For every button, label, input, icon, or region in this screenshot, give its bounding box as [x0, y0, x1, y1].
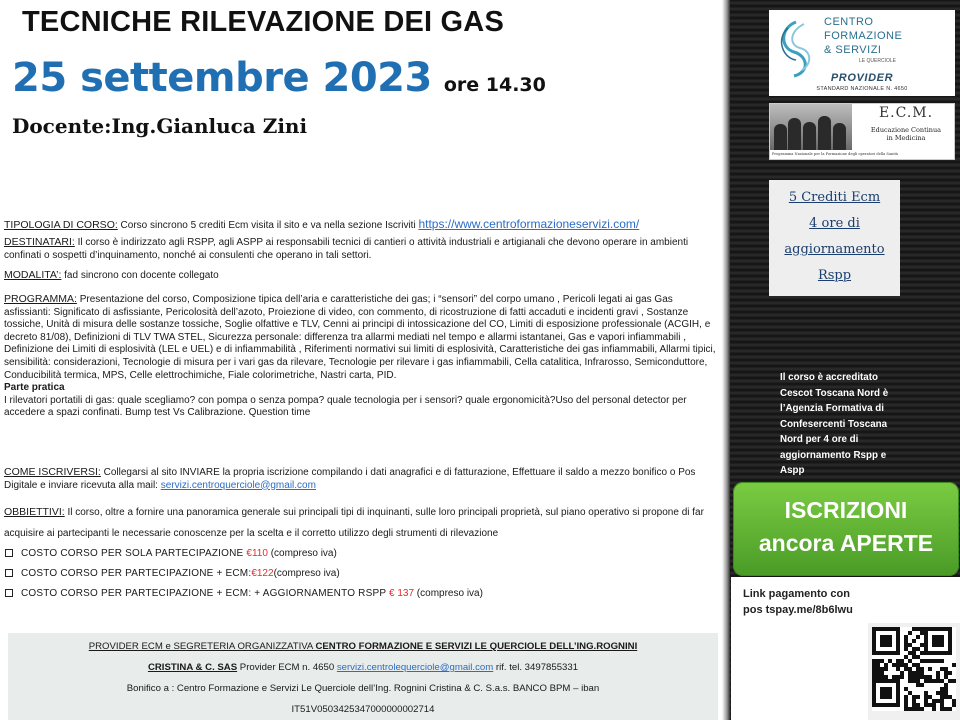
ecm-photo [770, 104, 852, 150]
parte-pratica-label: Parte pratica [4, 382, 65, 394]
cfs-logo: CENTRO FORMAZIONE & SERVIZI LE QUERCIOLE PROVIDER STANDARD NAZIONALE N. 4650 [769, 10, 955, 96]
checkbox-icon [5, 549, 13, 557]
cost-item: COSTO CORSO PER SOLA PARTECIPAZIONE €110 (compreso iva) [4, 544, 704, 564]
programma-section [4, 293, 722, 420]
ecm-logo: E.C.M. Educazione Continua in Medicina Programma Nazionale per la Formazione degli operatori della Sanità [769, 103, 955, 160]
programma-text: Presentazione del corso, Composizione tipica dell’aria e caratteristiche dei gas; i “sensori” del corpo umano , Pericoli legati ai gas Gas asfissianti: Significato di asfissiante, Pericolosità dell’azoto, Proiezione di video, con commento, di ricostruzione di fatti accaduti e incidenti gravi , Sostanze tossiche, Unità di misura delle sostanze tossiche, Soglie olfattive e TLV, Cenni ai principi di intossicazione del CO, Limiti di esposizione professionale (ACGIH, e decreto 81/08), Definizioni di TLV TWA STEL, Sicurezza personale: differenza tra allarmi mediati nel tempo e allarmi istantanei, Gas e vapori infiammabili , Definizione dei Limiti di esplosività (LEL e UEL) e di infiammabilità , Riferimenti normativi sui limiti di esplosività, Caratteristiche dei gas infiammabili, Allarmi tipici, sensibilità: considerazioni, Tecnologie di misura per i vari gas da rilevare, Tecnologie per rilevare i gas infiammabili, Cella catalitica, Infrarosso, Semiconduttore, Conducibilità termica, MPS, Celle elettrochimiche, Fiale colorimetriche, Nastri carta, PID. [4, 294, 716, 381]
page-title: TECNICHE RILEVAZIONE DEI GAS [22, 6, 504, 38]
modalita-text: fad sincrono con docente collegato [61, 270, 219, 281]
iban: IT51V0503425347000000002714 [291, 704, 435, 715]
destinatari-label: DESTINATARI: [4, 236, 75, 248]
destinatari-text: Il corso è indirizzato agli RSPP, agli ASPP ai responsabili tecnici di cantieri o attività industriali e artigianali che devono operare in ambienti confinati o sospetti d’inquinamento, nonché ai consulenti che operano in tali settori. [4, 237, 689, 261]
tipologia-section [4, 218, 722, 233]
cost-item: COSTO CORSO PER PARTECIPAZIONE + ECM:€122(compreso iva) [4, 564, 704, 584]
tipologia-text: Corso sincrono 5 crediti Ecm visita il sito e va nella sezione Iscriviti [117, 220, 419, 231]
qr-code-icon[interactable] [868, 623, 960, 720]
iscrizione-email-link[interactable]: servizi.centroquerciole@gmail.com [160, 479, 316, 491]
programma-label: PROGRAMMA: [4, 293, 77, 305]
panel-edge [722, 0, 730, 720]
event-time: ore 14.30 [443, 74, 546, 96]
event-date: 25 settembre 2023 [12, 55, 432, 101]
checkbox-icon [5, 589, 13, 597]
obiettivi-label: OBBIETTIVI: [4, 506, 65, 518]
cost-list [4, 544, 704, 604]
accreditation-note: Il corso è accreditato Cescot Toscana Nord è l’Agenzia Formativa di Confesercenti Toscana Nord per 4 ore di aggiornamento Rspp e Aspp [780, 372, 889, 476]
modalita-label: MODALITA’: [4, 269, 62, 281]
footer-provider-info: PROVIDER ECM e SEGRETERIA ORGANIZZATIVA CENTRO FORMAZIONE E SERVIZI LE QUERCIOLE DELL’ING.ROGNINI CRISTINA & C. SAS Provider ECM n. 4650 servizi.centrolequerciole@gmail.com rif. tel. 3497855331 Bonifico a : Centro Formazione e Servizi Le Querciole dell’Ing. Rognini Cristina & C. S.a.s. BANCO BPM – iban IT51V0503425347000000002714 [8, 633, 718, 720]
cost-item: COSTO CORSO PER PARTECIPAZIONE + ECM: + AGGIORNAMENTO RSPP € 137 (compreso iva) [4, 584, 704, 604]
obiettivi-text: Il corso, oltre a fornire una panoramica generale sui principali tipi di inquinanti, sulle loro principali proprietà, sul piano operativo si propone di far acquisire ai partecipanti le necessarie conoscenze per la scelta e il corretto utilizzo degli strumenti di rilevazione [4, 507, 704, 539]
date-row [12, 55, 546, 101]
modalita-section [4, 269, 722, 283]
docente: Docente:Ing.Gianluca Zini [12, 114, 308, 138]
checkbox-icon [5, 569, 13, 577]
obiettivi-section [4, 502, 722, 544]
swirl-logo-icon [774, 18, 818, 78]
qr-code-graphic [872, 627, 956, 711]
come-iscriversi-label: COME ISCRIVERSI: [4, 466, 101, 478]
cost-price: €110 [246, 548, 268, 559]
crediti-box: 5 Crediti Ecm 4 ore di aggiornamento Rspp [769, 180, 900, 296]
payment-link-text[interactable]: Link pagamento con pos tspay.me/8b6lwu [743, 588, 853, 616]
website-link[interactable]: https://www.centroformazioneservizi.com/ [418, 217, 640, 231]
tipologia-label: TIPOLOGIA DI CORSO: [4, 219, 118, 231]
parte-pratica-text: I rilevatori portatili di gas: quale scegliamo? con pompa o senza pompa? quale tecnologia per i sensori? quale ergonomicità?Uso del personal detector per accedere a spazi confinati. Bump test Vs Calibrazione. Question time [4, 394, 687, 419]
iscrizioni-banner: ISCRIZIONI ancora APERTE [733, 482, 959, 576]
come-iscriversi-section [4, 466, 722, 492]
come-iscriversi-text: Collegarsi al sito INVIARE la propria iscrizione compilando i dati anagrafici e di fatturazione, Effettuare il saldo a mezzo bonifico o Pos Digitale e inviare ricevuta alla mail: [4, 467, 696, 491]
cost-price: € 137 [389, 588, 415, 599]
cost-price: €122 [251, 568, 274, 579]
footer-email-link[interactable]: servizi.centrolequerciole@gmail.com [336, 662, 494, 673]
payment-box [731, 577, 960, 720]
destinatari-section [4, 236, 722, 262]
